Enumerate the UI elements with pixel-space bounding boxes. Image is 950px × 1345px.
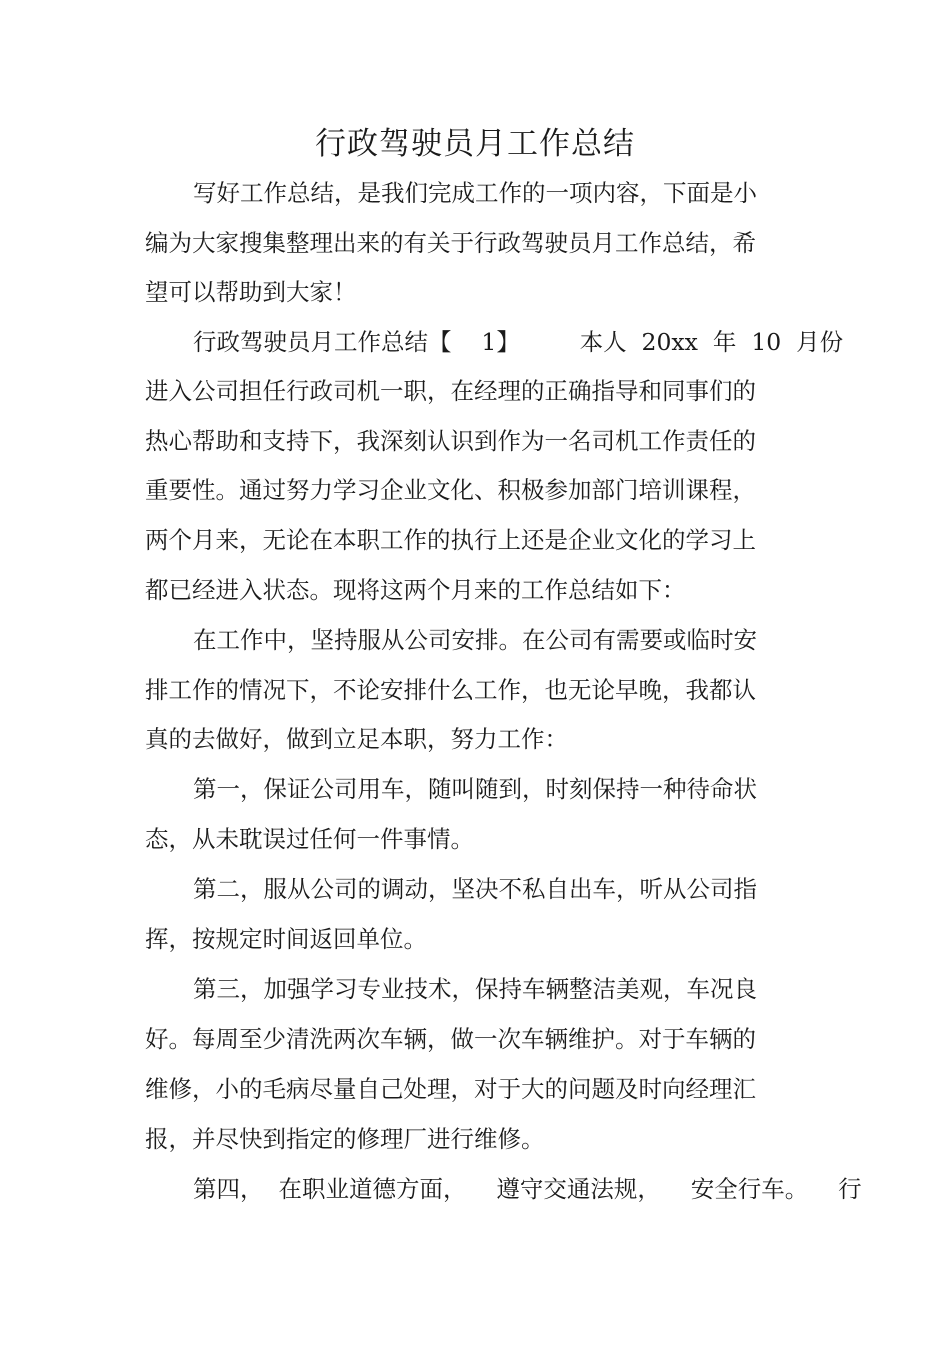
paragraph-line: 两个月来，无论在本职工作的执行上还是企业文化的学习上 xyxy=(145,526,756,554)
paragraph-line: 写好工作总结，是我们完成工作的一项内容，下面是小 xyxy=(193,179,757,207)
paragraph-line: 都已经进入状态。现将这两个月来的工作总结如下： xyxy=(145,576,686,604)
paragraph-line: 态，从未耽误过任何一件事情。 xyxy=(145,825,474,853)
paragraph-line: 第一，保证公司用车，随叫随到，时刻保持一种待命状 xyxy=(193,775,757,803)
paragraph-line: 热心帮助和支持下，我深刻认识到作为一名司机工作责任的 xyxy=(145,427,756,455)
paragraph-line: 第三，加强学习专业技术，保持车辆整洁美观，车况良 xyxy=(193,975,757,1003)
paragraph-line: 第四， 在职业道德方面， 遵守交通法规， 安全行车。 行 xyxy=(193,1175,862,1203)
paragraph-line: 报，并尽快到指定的修理厂进行维修。 xyxy=(145,1125,545,1153)
paragraph-line: 在工作中，坚持服从公司安排。在公司有需要或临时安 xyxy=(193,626,757,654)
paragraph-line: 编为大家搜集整理出来的有关于行政驾驶员月工作总结，希 xyxy=(145,229,756,257)
paragraph-line: 行政驾驶员月工作总结【 1】 本人 20xx 年 10 月份 xyxy=(193,328,844,356)
paragraph-line: 望可以帮助到大家！ xyxy=(145,278,357,306)
paragraph-line: 排工作的情况下，不论安排什么工作，也无论早晚，我都认 xyxy=(145,676,756,704)
paragraph-line: 真的去做好，做到立足本职，努力工作： xyxy=(145,725,568,753)
paragraph-line: 挥，按规定时间返回单位。 xyxy=(145,925,427,953)
paragraph-line: 好。每周至少清洗两次车辆，做一次车辆维护。对于车辆的 xyxy=(145,1025,756,1053)
paragraph-line: 维修，小的毛病尽量自己处理，对于大的问题及时向经理汇 xyxy=(145,1075,756,1103)
paragraph-line: 重要性。通过努力学习企业文化、积极参加部门培训课程， xyxy=(145,476,756,504)
paragraph-line: 第二，服从公司的调动，坚决不私自出车，听从公司指 xyxy=(193,875,757,903)
paragraph-line: 进入公司担任行政司机一职，在经理的正确指导和同事们的 xyxy=(145,377,756,405)
document-title: 行政驾驶员月工作总结 xyxy=(315,126,635,162)
